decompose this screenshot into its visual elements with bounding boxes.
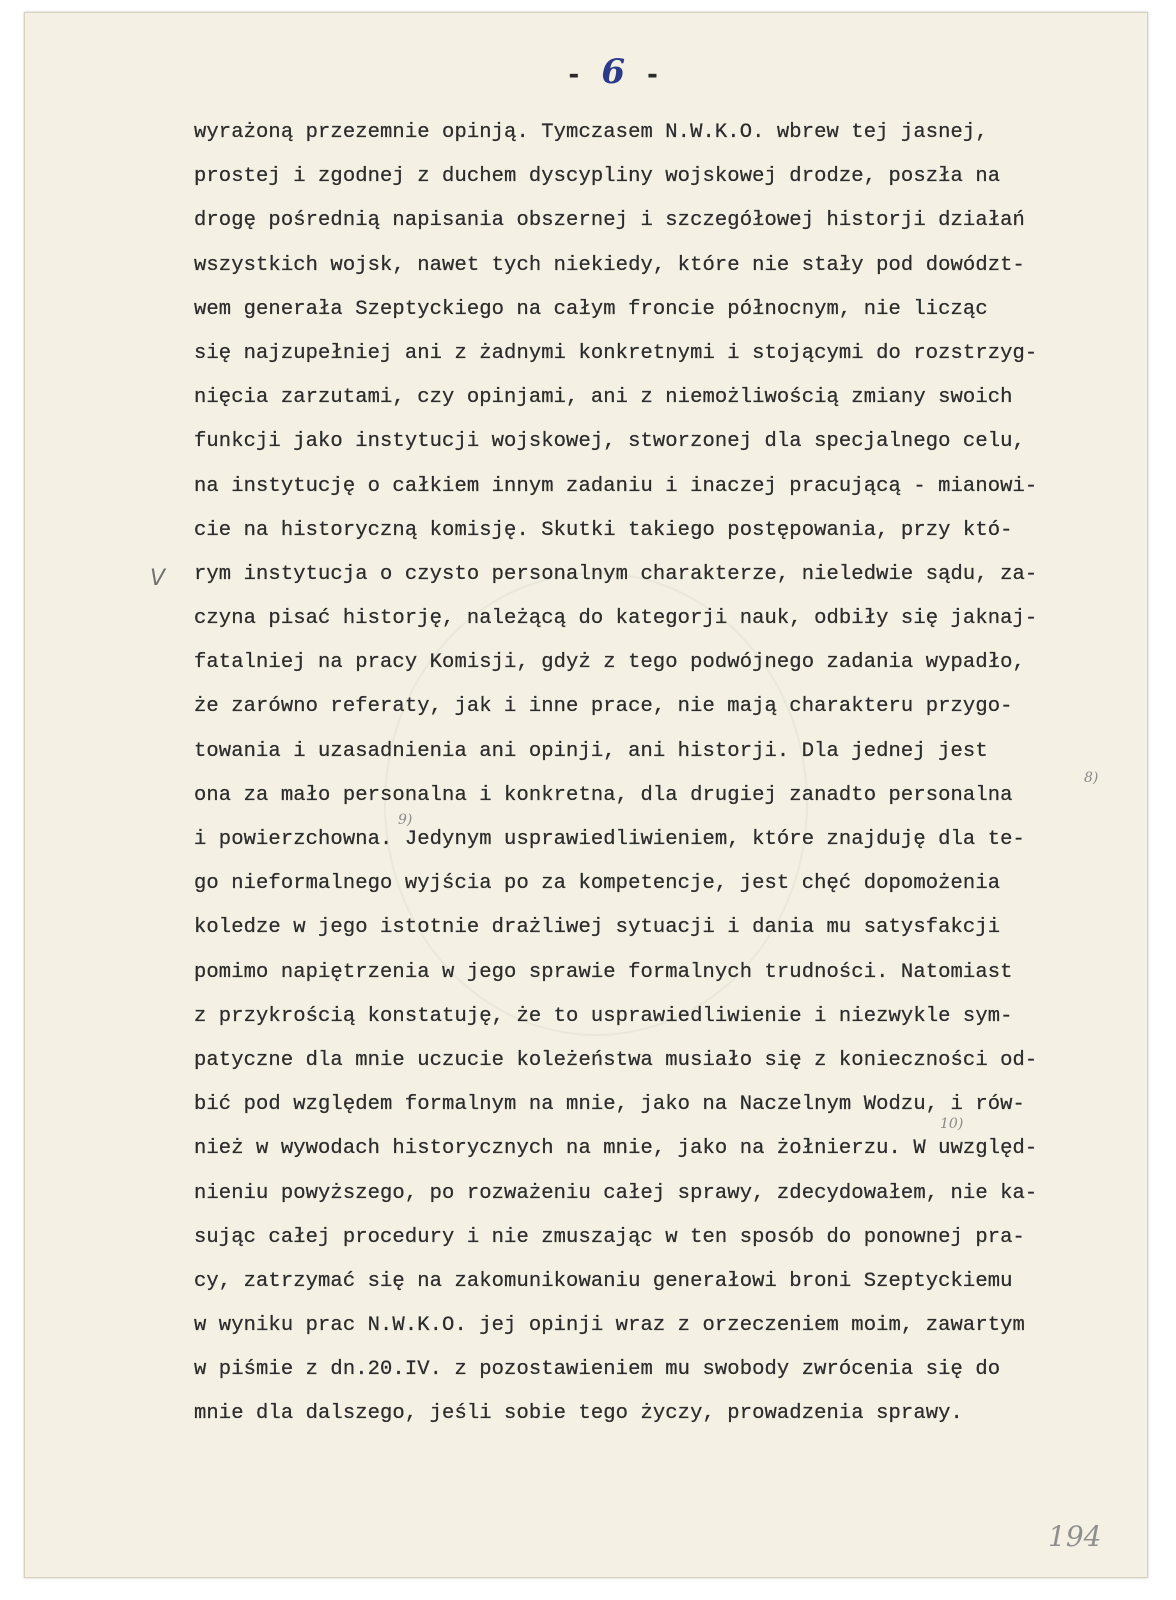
text-line: że zarówno referaty, jak i inne prace, nie mają charakteru przygo- bbox=[194, 695, 1013, 719]
text-line: nieniu powyższego, po rozważeniu całej sprawy, zdecydowałem, nie ka- bbox=[194, 1181, 1038, 1205]
text-line: cie na historyczną komisję. Skutki takiego postępowania, przy któ- bbox=[194, 518, 1013, 542]
text-line: z przykrością konstatuję, że to usprawiedliwienie i niezwykle sym- bbox=[194, 1004, 1013, 1028]
text-line: czyna pisać historję, należącą do kategorji nauk, odbiły się jaknaj- bbox=[194, 607, 1038, 631]
text-line: funkcji jako instytucji wojskowej, stworzonej dla specjalnego celu, bbox=[194, 430, 1025, 454]
footnote-reference: 9) bbox=[398, 812, 413, 828]
footnote-reference: 10) bbox=[940, 1116, 964, 1132]
typed-body-text bbox=[194, 111, 1124, 1437]
text-line: nież w wywodach historycznych na mnie, jako na żołnierzu. W uwzględ- bbox=[194, 1137, 1038, 1161]
text-line: w wyniku prac N.W.K.O. jej opinji wraz z orzeczeniem moim, zawartym bbox=[194, 1314, 1025, 1338]
text-line: w piśmie z dn.20.IV. z pozostawieniem mu swobody zwrócenia się do bbox=[194, 1358, 1001, 1382]
text-line: mnie dla dalszego, jeśli sobie tego życzy, prowadzenia sprawy. bbox=[194, 1402, 963, 1426]
text-line: i powierzchowna. Jedynym usprawiedliwieniem, które znajduję dla te- bbox=[194, 828, 1025, 851]
text-line: cy, zatrzymać się na zakomunikowaniu generałowi broni Szeptyckiemu bbox=[194, 1269, 1013, 1293]
footnote-reference: 8) bbox=[1084, 770, 1099, 786]
text-line: drogę pośrednią napisania obszernej i szczegółowej historji działań bbox=[194, 209, 1025, 233]
text-line: koledze w jego istotnie drażliwej sytuacji i dania mu satysfakcji bbox=[194, 916, 1001, 940]
text-line: się najzupełniej ani z żadnymi konkretnymi i stojącymi do rozstrzyg- bbox=[194, 341, 1038, 365]
text-line: patyczne dla mnie uczucie koleżeństwa musiało się z konieczności od- bbox=[194, 1048, 1038, 1072]
margin-check-mark: V bbox=[150, 566, 166, 591]
text-line: pomimo napiętrzenia w jego sprawie formalnych trudności. Natomiast bbox=[194, 960, 1013, 984]
text-line: na instytucję o całkiem innym zadaniu i inaczej pracującą - mianowi- bbox=[194, 474, 1038, 498]
text-line: towania i uzasadnienia ani opinji, ani historji. Dla jednej jest bbox=[194, 739, 988, 763]
text-line: fatalniej na pracy Komisji, gdyż z tego podwójnego zadania wypadło, bbox=[194, 651, 1025, 675]
text-line: rym instytucja o czysto personalnym charakterze, nieledwie sądu, za- bbox=[194, 562, 1038, 586]
page-number-digit: 6 bbox=[601, 52, 627, 92]
text-line: nięcia zarzutami, czy opinjami, ani z niemożliwością zmiany swoich bbox=[194, 386, 1013, 410]
text-line: wem generała Szeptyckiego na całym froncie północnym, nie licząc bbox=[194, 297, 988, 321]
text-line: bić pod względem formalnym na mnie, jako na Naczelnym Wodzu, i rów- bbox=[194, 1093, 1025, 1117]
text-line: sując całej procedury i nie zmuszając w ten sposób do ponownej pra- bbox=[194, 1225, 1025, 1249]
text-line: prostej i zgodnej z duchem dyscypliny wojskowej drodze, poszła na bbox=[194, 165, 1001, 189]
page-number-suffix: - bbox=[626, 60, 663, 90]
archive-folio-number: 194 bbox=[1048, 1520, 1102, 1553]
page-number-prefix: - bbox=[566, 60, 602, 90]
text-line: go nieformalnego wyjścia po za kompetencje, jest chęć dopomożenia bbox=[194, 872, 1001, 896]
text-line: ona za mało personalna i konkretna, dla drugiej zanadto personalna bbox=[194, 783, 1013, 807]
page-number bbox=[566, 52, 662, 92]
text-line: wyrażoną przezemnie opinją. Tymczasem N.W.K.O. wbrew tej jasnej, bbox=[194, 121, 988, 144]
text-line: wszystkich wojsk, nawet tych niekiedy, które nie stały pod dowództ- bbox=[194, 253, 1025, 277]
